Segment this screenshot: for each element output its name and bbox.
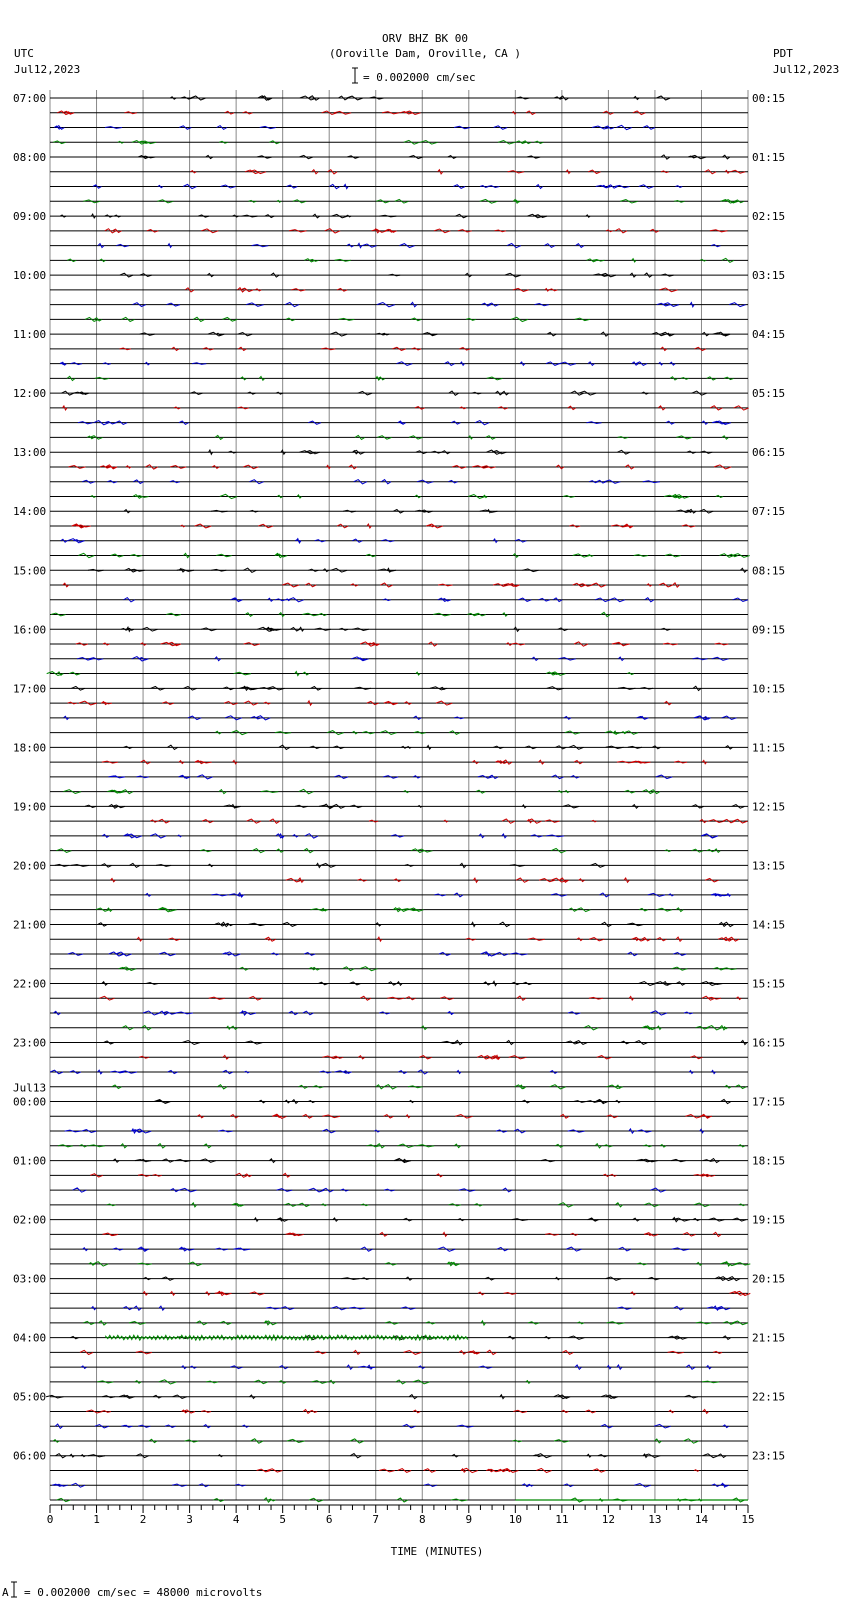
x-tick-label: 12 — [601, 1513, 616, 1526]
left-date: Jul12,2023 — [14, 63, 81, 76]
x-tick-label: 5 — [279, 1513, 286, 1526]
left-hour-label: 23:00 — [13, 1036, 47, 1050]
left-hour-label: 22:00 — [13, 977, 47, 991]
left-hour-label: 09:00 — [13, 210, 47, 224]
left-hour-label: 17:00 — [13, 682, 47, 696]
date-change-label: Jul13 — [13, 1081, 47, 1095]
x-tick-label: 4 — [232, 1513, 240, 1526]
right-date: Jul12,2023 — [773, 63, 840, 76]
station-location: (Oroville Dam, Oroville, CA ) — [328, 47, 522, 60]
right-hour-label: 08:15 — [752, 564, 786, 578]
left-hour-label: 02:00 — [13, 1213, 47, 1227]
right-hour-label: 15:15 — [752, 977, 786, 991]
x-tick-label: 15 — [741, 1513, 755, 1526]
left-hour-label: 18:00 — [13, 741, 47, 755]
x-tick-label: 0 — [46, 1513, 54, 1526]
x-axis-label: TIME (MINUTES) — [390, 1545, 484, 1558]
right-hour-label: 20:15 — [752, 1272, 786, 1286]
left-hour-label: 07:00 — [13, 92, 47, 105]
right-hour-label: 12:15 — [752, 800, 786, 814]
right-hour-label: 19:15 — [752, 1213, 786, 1227]
x-tick-label: 2 — [139, 1513, 147, 1526]
left-hour-label: 12:00 — [13, 387, 47, 401]
x-tick-label: 14 — [694, 1513, 709, 1526]
right-hour-label: 04:15 — [752, 328, 786, 342]
footer-mark: A — [2, 1586, 9, 1599]
left-hour-label: 01:00 — [13, 1154, 47, 1168]
left-hour-label: 19:00 — [13, 800, 47, 814]
scale-bar — [352, 68, 358, 83]
left-hour-label: 16:00 — [13, 623, 47, 637]
right-hour-label: 18:15 — [752, 1154, 786, 1168]
right-hour-label: 09:15 — [752, 623, 786, 637]
left-hour-label: 00:00 — [13, 1095, 47, 1109]
right-hour-label: 00:15 — [752, 92, 786, 105]
right-hour-label: 01:15 — [752, 151, 786, 165]
footer-scale-bar — [11, 1582, 17, 1597]
left-hour-label: 20:00 — [13, 859, 47, 873]
trace-lines — [46, 96, 750, 1502]
x-tick-label: 9 — [465, 1513, 473, 1526]
right-hour-label: 03:15 — [752, 269, 786, 283]
x-tick-label: 1 — [93, 1513, 100, 1526]
right-hour-label: 14:15 — [752, 918, 786, 932]
left-hour-label: 08:00 — [13, 151, 47, 165]
station-title: ORV BHZ BK 00 — [381, 32, 469, 45]
x-tick-label: 11 — [555, 1513, 569, 1526]
right-hour-label: 22:15 — [752, 1390, 786, 1404]
left-hour-label: 11:00 — [13, 328, 47, 342]
right-hour-label: 23:15 — [752, 1449, 786, 1463]
right-hour-label: 07:15 — [752, 505, 786, 519]
right-hour-label: 05:15 — [752, 387, 786, 401]
x-tick-label: 10 — [508, 1513, 522, 1526]
x-tick-label: 13 — [648, 1513, 662, 1526]
left-hour-label: 15:00 — [13, 564, 47, 578]
left-timezone: UTC — [14, 47, 34, 60]
left-hour-label: 14:00 — [13, 505, 47, 519]
right-hour-label: 10:15 — [752, 682, 786, 696]
x-axis — [47, 1505, 755, 1526]
left-hour-label: 21:00 — [13, 918, 47, 932]
plot-grid — [50, 90, 748, 1500]
x-tick-label: 6 — [325, 1513, 333, 1526]
left-hour-label: 13:00 — [13, 446, 47, 460]
footer-scale-label: = 0.002000 cm/sec = 48000 microvolts — [24, 1586, 263, 1599]
left-hour-label: 05:00 — [13, 1390, 47, 1404]
left-hour-label: 06:00 — [13, 1449, 47, 1463]
right-hour-label: 17:15 — [752, 1095, 786, 1109]
x-tick-label: 3 — [186, 1513, 193, 1526]
right-hour-label: 11:15 — [752, 741, 786, 755]
right-hour-label: 06:15 — [752, 446, 786, 460]
x-tick-label: 7 — [372, 1513, 380, 1526]
right-hour-label: 02:15 — [752, 210, 786, 224]
right-hour-label: 13:15 — [752, 859, 786, 873]
left-hour-label: 10:00 — [13, 269, 47, 283]
left-hour-label: 04:00 — [13, 1331, 47, 1345]
right-hour-label: 21:15 — [752, 1331, 786, 1345]
x-tick-label: 8 — [418, 1513, 426, 1526]
right-hour-label: 16:15 — [752, 1036, 786, 1050]
right-timezone: PDT — [773, 47, 793, 60]
scale-label: = 0.002000 cm/sec — [363, 71, 476, 84]
left-hour-label: 03:00 — [13, 1272, 47, 1286]
